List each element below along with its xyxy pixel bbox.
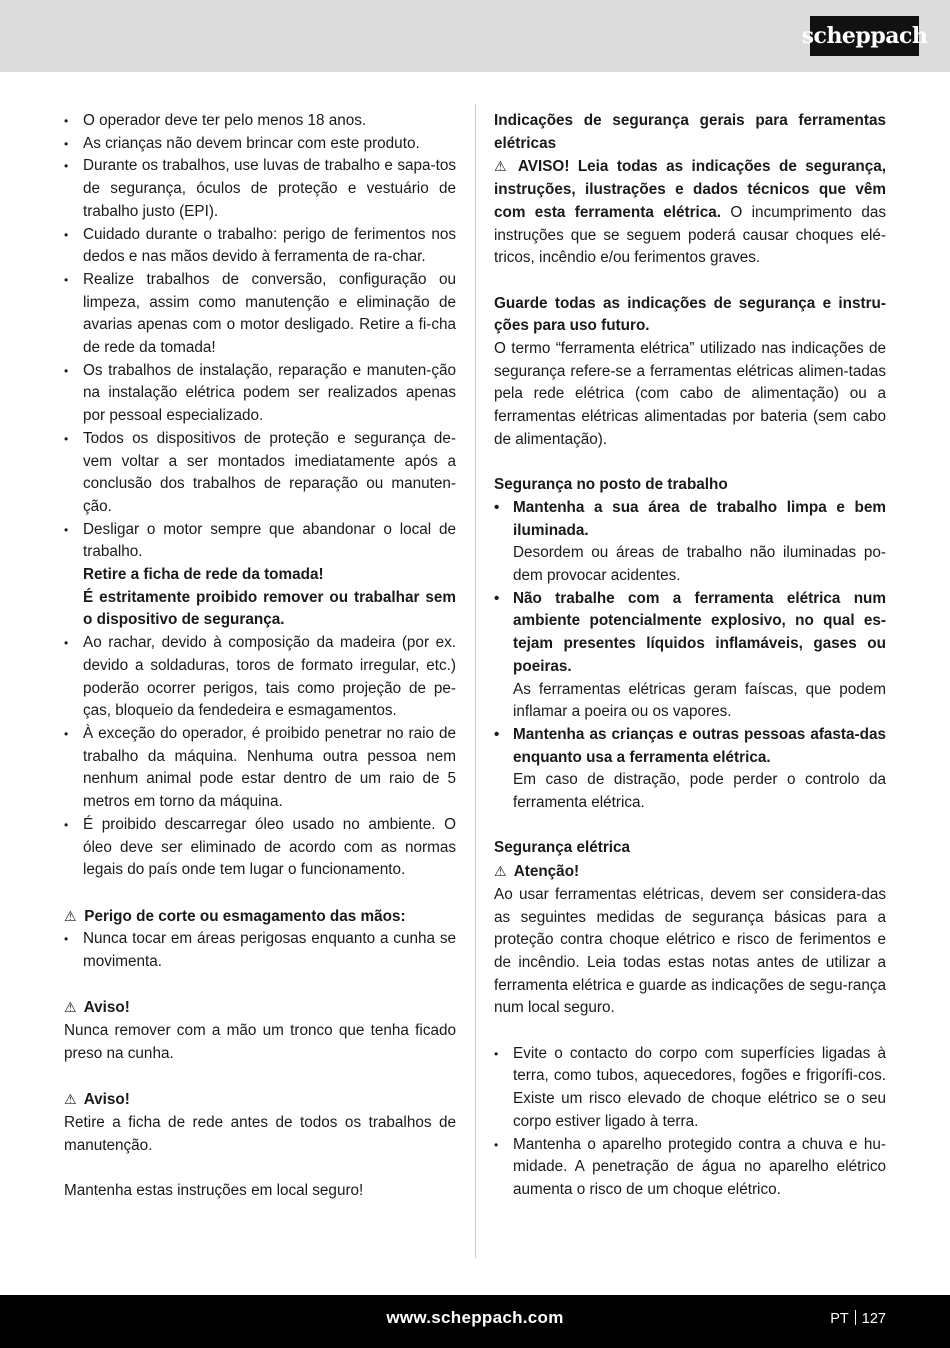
list-item: • É proibido descarregar óleo usado no ambiente. O óleo deve ser eliminado de acordo com as normas legais do país onde tem lugar o funcionamento. (64, 814, 456, 882)
right-column (494, 110, 886, 1202)
elec-text: Ao usar ferramentas elétricas, devem ser considera-das as seguintes medidas de segurança básicas para a proteção contra choque elétrico e risco de ferimentos e de incêndio. Leia todas estas notas antes de utilizar a ferramenta elétrica e guarde as indicações de segu-rança num local seguro. (494, 885, 886, 1017)
cut-list (64, 928, 456, 973)
general-heading: Indicações de segurança gerais para ferramentas elétricas (494, 112, 886, 152)
list-item: • Nunca tocar em áreas perigosas enquanto a cunha se movimenta. (64, 928, 456, 973)
language-code: PT (830, 1311, 849, 1327)
list-item: • As crianças não devem brincar com este produto. (64, 133, 456, 156)
footer-bar (0, 1295, 950, 1348)
left-column (64, 110, 456, 1203)
general-warning-bold: AVISO! Leia todas as indicações de segurança, instruções, ilustrações e dados técnicos que vêm com esta ferramenta elétrica. (494, 158, 887, 221)
elec-warning (494, 860, 886, 884)
elec-warning-text: Atenção! (513, 863, 580, 881)
list-item (494, 724, 886, 815)
work-heading: Segurança no posto de trabalho (494, 476, 728, 494)
list-item: • Cuidado durante o trabalho: perigo de ferimentos nos dedos e nas mãos devido à ferramenta de ra-char. (64, 224, 456, 269)
motor-bold-2: É estritamente proibido remover ou trabalhar sem o dispositivo de segurança. (83, 588, 456, 629)
cut-heading (64, 905, 456, 929)
warn1-heading (64, 996, 456, 1020)
warn1-text: Nunca remover com a mão um tronco que tenha ficado preso na cunha. (64, 1022, 456, 1062)
item-text: Desordem ou áreas de trabalho não iluminadas po-dem provocar acidentes. (513, 544, 886, 585)
general-warning-text: O incumprimento das instruções que se seguem poderá causar choques elé-tricos, incêndio e/ou ferimentos graves. (494, 203, 886, 267)
page-indicator (830, 1310, 886, 1327)
warning-icon: ⚠ (494, 863, 507, 880)
warn2-heading-text: Aviso! (83, 1091, 130, 1109)
list-item: • Realize trabalhos de conversão, configuração ou limpeza, assim como manutenção e eliminação de avarias apenas com o motor desligado. Retire a fi-cha de rede da tomada! (64, 269, 456, 360)
list-item: • À exceção do operador, é proibido penetrar no raio de trabalho da máquina. Nenhuma outra pessoa nem nenhum animal pode estar dentro de um raio de 5 metros em torno da máquina. (64, 723, 456, 814)
item-bold: Não trabalhe com a ferramenta elétrica num ambiente potencialmente explosivo, no qual es-tejam presentes líquidos inflamáveis, gases ou poeiras. (513, 589, 886, 675)
warning-icon: ⚠ (64, 1091, 77, 1108)
item-bold: Mantenha a sua área de trabalho limpa e bem iluminada. (513, 498, 886, 539)
column-divider (475, 104, 476, 1258)
safety-list-1 (64, 110, 456, 882)
list-item: • Durante os trabalhos, use luvas de trabalho e sapa-tos de segurança, óculos de proteção e vestuário de trabalho justo (EPI). (64, 155, 456, 223)
keep-instructions: Mantenha estas instruções em local seguro! (64, 1181, 364, 1199)
warning-icon: ⚠ (64, 907, 77, 924)
list-item: • Mantenha o aparelho protegido contra a chuva e hu-midade. A penetração de água no aparelho elétrico aumenta o risco de um choque elétrico. (494, 1134, 886, 1202)
item-bold: Mantenha as crianças e outras pessoas afasta-das enquanto usa a ferramenta elétrica. (513, 725, 886, 766)
motor-bold-1: Retire a ficha de rede da tomada! (83, 566, 324, 584)
elec-list (494, 1043, 886, 1202)
warn2-heading (64, 1088, 456, 1112)
item-text: As ferramentas elétricas geram faíscas, que podem inflamar a poeira ou os vapores. (513, 680, 886, 721)
general-warning (494, 155, 886, 270)
cut-heading-text: Perigo de corte ou esmagamento das mãos: (84, 907, 406, 925)
list-item: • Os trabalhos de instalação, reparação e manuten-ção na instalação elétrica podem ser realizados apenas por pessoal especializado. (64, 360, 456, 428)
warning-icon: ⚠ (494, 158, 507, 175)
list-item: • O operador deve ter pelo menos 18 anos. (64, 110, 456, 133)
list-item: • Evite o contacto do corpo com superfícies ligadas à terra, como tubos, aquecedores, fogões e frigorífi-cos. Existe um risco elevado de choque elétrico se o seu corpo estiver ligado à terra. (494, 1043, 886, 1134)
list-item-motor (64, 519, 456, 633)
warning-icon: ⚠ (64, 999, 77, 1016)
list-item: • Ao rachar, devido à composição da madeira (por ex. devido a soldaduras, toros de formato irregular, etc.) poderão ocorrer perigos, tais como projeção de pe-ças, bloqueio da fendedeira e esmagamentos. (64, 632, 456, 723)
list-item: • Todos os dispositivos de proteção e segurança de-vem voltar a ser montados imediatamente após a conclusão dos trabalhos de reparação ou manuten-ção. (64, 428, 456, 519)
warn1-heading-text: Aviso! (83, 999, 130, 1017)
warn2-text: Retire a ficha de rede antes de todos os trabalhos de manutenção. (64, 1113, 456, 1154)
list-item (494, 497, 886, 588)
logo-text: scheppach (801, 23, 928, 49)
motor-text: Desligar o motor sempre que abandonar o local de trabalho. (83, 520, 456, 561)
keep-heading: Guarde todas as indicações de segurança e instru-ções para uso futuro. (494, 294, 886, 335)
work-list (494, 497, 886, 815)
elec-heading: Segurança elétrica (494, 839, 631, 857)
page-number: 127 (861, 1311, 886, 1327)
website-url: www.scheppach.com (386, 1308, 564, 1327)
scheppach-logo (801, 16, 928, 56)
item-text: Em caso de distração, pode perder o controlo da ferramenta elétrica. (513, 771, 886, 812)
keep-text: O termo “ferramenta elétrica” utilizado nas indicações de segurança refere-se a ferramentas elétricas alimen-tadas pela rede elétrica (com cabo de alimentação) ou a ferramentas elétricas alimentadas por bateria (sem cabo de alimentação). (494, 340, 886, 448)
list-item (494, 588, 886, 724)
